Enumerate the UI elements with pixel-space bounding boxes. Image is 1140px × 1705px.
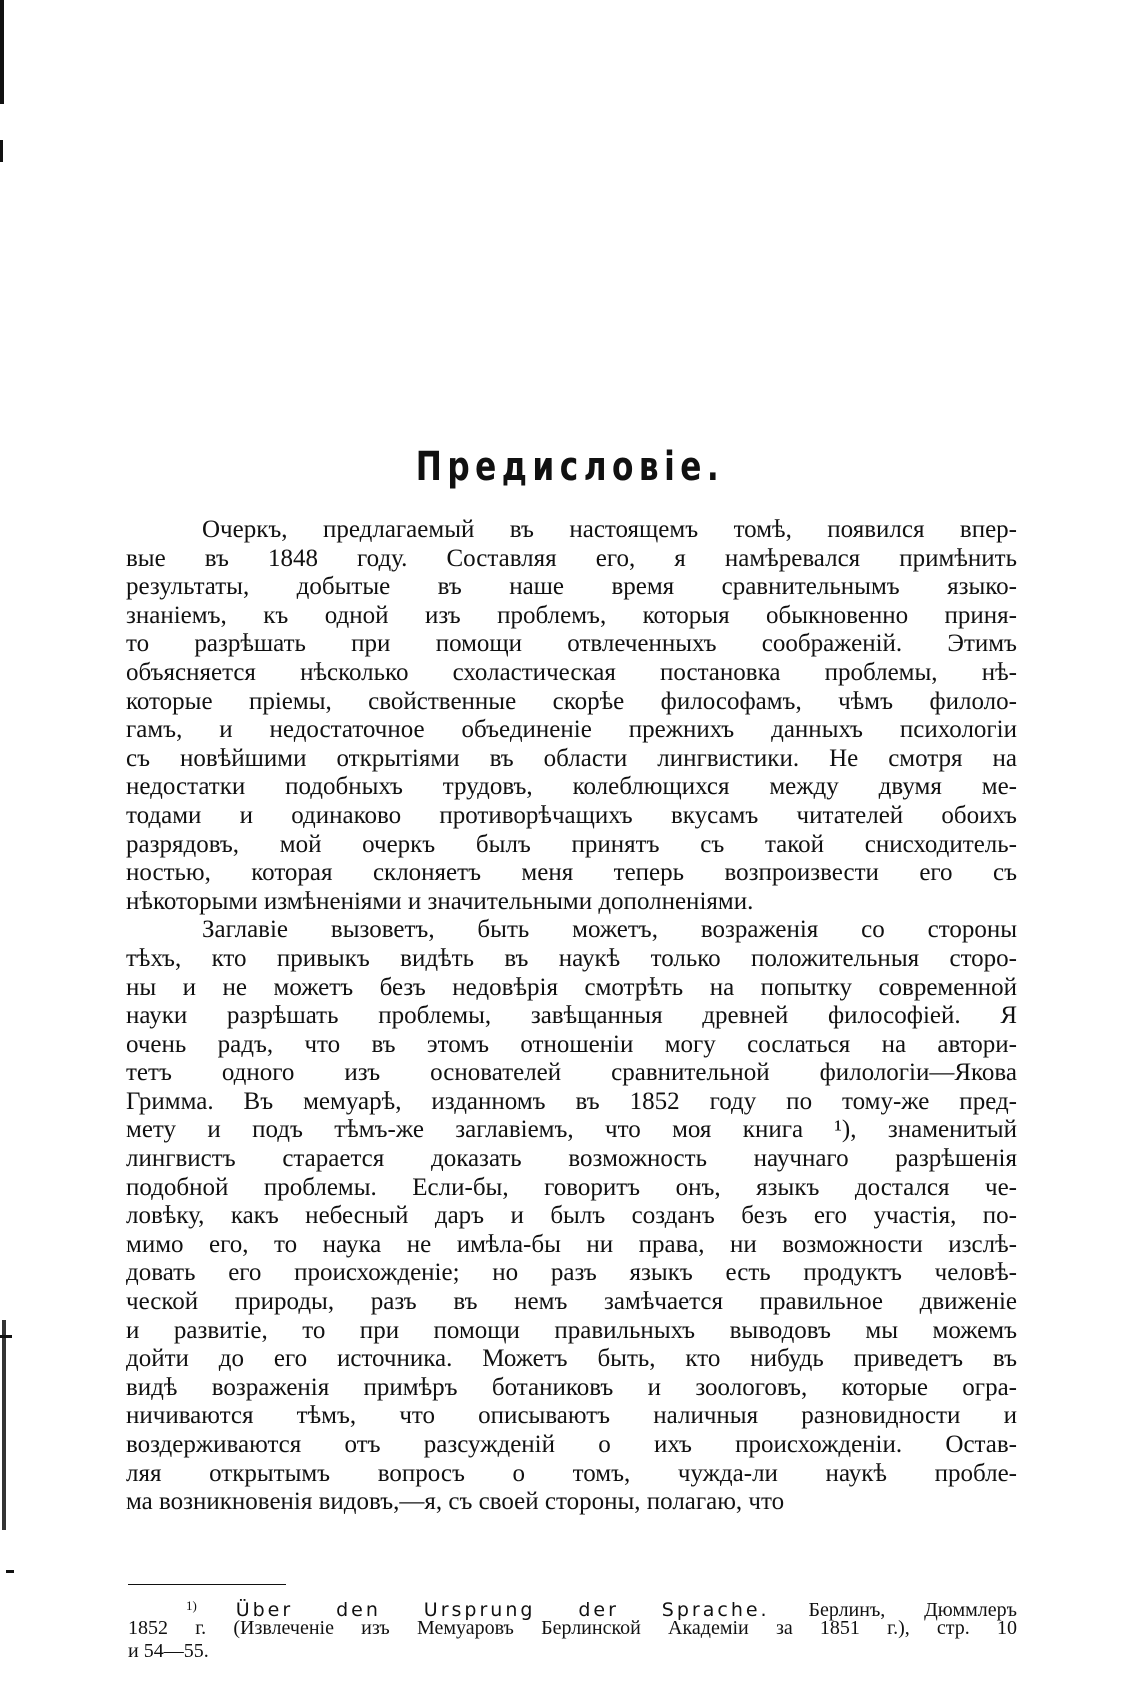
text-line: довать его происхожденіе; но разъ языкъ есть продуктъ человѣ- (126, 1259, 1017, 1287)
text-line: видѣ возраженія примѣръ ботаниковъ и зоологовъ, которые огра- (126, 1373, 1017, 1401)
text-line: гамъ, и недостаточное объединеніе прежнихъ данныхъ психологіи (126, 716, 1017, 744)
footnote-publisher: Берлинъ, Дюммлеръ (808, 1599, 1017, 1621)
text-line: тетъ одного изъ основателей сравнительной филологіи—Якова (126, 1059, 1017, 1087)
text-line: ляя открытымъ вопросъ о томъ, чужда-ли наукѣ пробле- (126, 1459, 1017, 1487)
footnote (128, 1594, 1017, 1663)
text-line: результаты, добытые въ наше время сравнительнымъ языко- (126, 573, 1017, 601)
text-line: то разрѣшать при помощи отвлеченныхъ соображеній. Этимъ (126, 630, 1017, 658)
text-line: съ новѣйшими открытіями въ области лингвистики. Не смотря на (126, 744, 1017, 772)
text-line: Заглавіе вызоветъ, быть можетъ, возраженія со стороны (202, 916, 1017, 944)
text-line: вые въ 1848 году. Составляя его, я намѣревался примѣнить (126, 544, 1017, 572)
scan-edge-mark (6, 1570, 14, 1573)
text-line: ловѣку, какъ небесный даръ и былъ созданъ безъ его участія, по- (126, 1202, 1017, 1230)
text-line: разрядовъ, мой очеркъ былъ принятъ съ такой снисходитель- (126, 830, 1017, 858)
scan-edge-mark (0, 140, 3, 162)
text-line: ческой природы, разъ въ немъ замѣчается правильное движеніе (126, 1288, 1017, 1316)
text-line: дойти до его источника. Можетъ быть, кто нибудь приведетъ въ (126, 1345, 1017, 1373)
text-line: нѣкоторыми измѣненіями и значительными дополненіями. (126, 887, 754, 915)
text-line: очень радъ, что въ этомъ отношеніи могу сослаться на автори- (126, 1030, 1017, 1058)
footnote-line: и 54—55. (128, 1640, 209, 1662)
text-line: знаніемъ, къ одной изъ проблемъ, которыя обыкновенно приня- (126, 601, 1017, 629)
text-line: лингвистъ старается доказать возможность научнаго разрѣшенія (126, 1145, 1017, 1173)
text-line: ничиваются тѣмъ, что описываютъ наличныя разновидности и (126, 1402, 1017, 1430)
scan-edge-mark (2, 1320, 6, 1530)
scan-edge-mark (0, 0, 4, 104)
text-line: подобной проблемы. Если-бы, говоритъ онъ, языкъ достался че- (126, 1173, 1017, 1201)
text-line: науки разрѣшать проблемы, завѣщанныя древней философіей. Я (126, 1002, 1017, 1030)
scan-edge-mark (0, 1335, 12, 1338)
main-text (126, 516, 1017, 1517)
text-line: воздерживаются отъ разсужденій о ихъ происхожденіи. Остав- (126, 1431, 1017, 1458)
footnote-line: 1852 г. (Извлеченіе изъ Мемуаровъ Берлинской Академіи за 1851 г.), стр. 10 (128, 1617, 1017, 1639)
footnote-marker: 1) (186, 1598, 197, 1613)
text-line: ностью, которая склоняетъ меня теперь возпроизвести его съ (126, 859, 1017, 887)
text-line: недостатки подобныхъ трудовъ, колеблющихся между двумя ме- (126, 773, 1017, 801)
footnote-source-title: Über den Ursprung der Sprache. (235, 1599, 770, 1621)
text-line: мимо его, то наука не имѣла-бы ни права, ни возможности изслѣ- (126, 1230, 1017, 1258)
text-line: Очеркъ, предлагаемый въ настоящемъ томѣ, появился впер- (202, 516, 1017, 543)
text-line: ны и не можетъ безъ недовѣрія смотрѣть на попытку современной (126, 973, 1017, 1001)
text-line: которые пріемы, свойственные скорѣе философамъ, чѣмъ филоло- (126, 687, 1017, 715)
text-line: и развитіе, то при помощи правильныхъ выводовъ мы можемъ (126, 1316, 1017, 1344)
text-line: тодами и одинаково противорѣчащихъ вкусамъ читателей обоихъ (126, 801, 1017, 829)
text-line: мету и подъ тѣмъ-же заглавіемъ, что моя книга ¹), знаменитый (126, 1116, 1017, 1144)
text-line: тѣхъ, кто привыкъ видѣть въ наукѣ только положительныя сторо- (126, 944, 1017, 972)
page-title: Предисловіе. (415, 444, 725, 490)
text-line: объясняется нѣсколько схоластическая постановка проблемы, нѣ- (126, 658, 1017, 686)
text-line: Гримма. Въ мемуарѣ, изданномъ въ 1852 году по тому-же пред- (126, 1087, 1017, 1115)
text-line: ма возникновенія видовъ,—я, съ своей стороны, полагаю, что (126, 1488, 785, 1516)
footnote-rule (128, 1584, 286, 1585)
